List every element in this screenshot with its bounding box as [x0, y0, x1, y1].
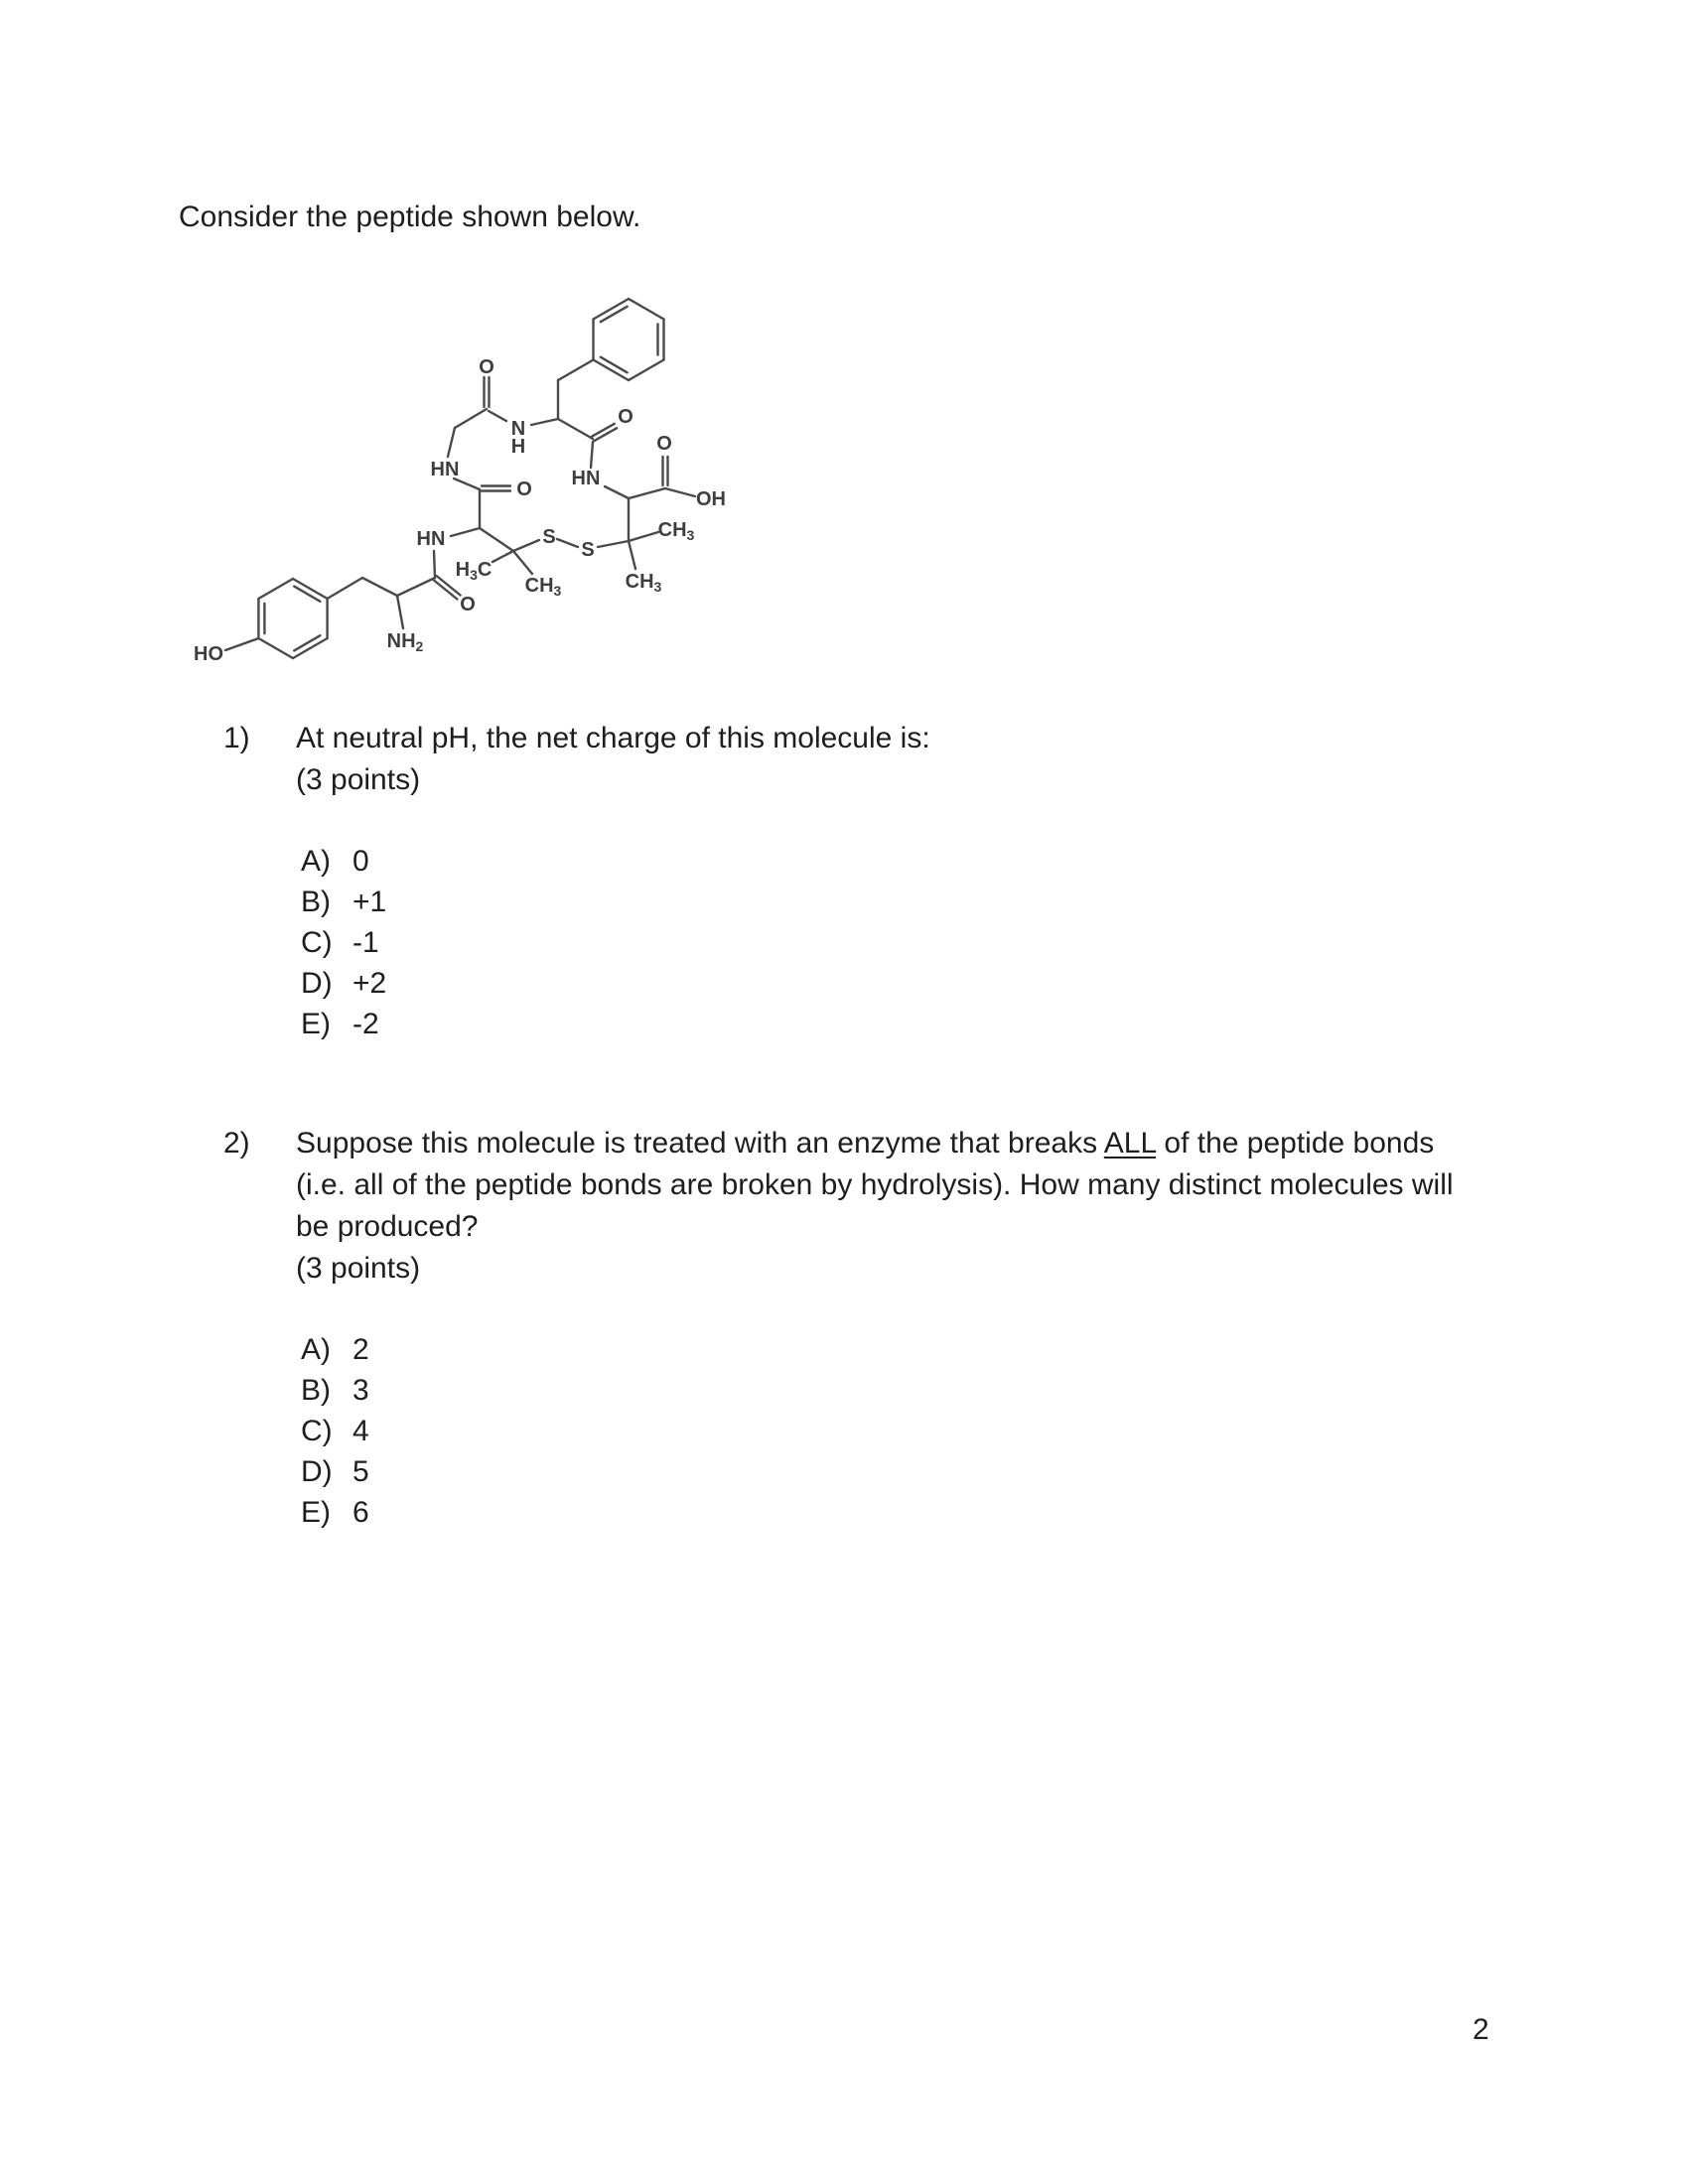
intro-text: Consider the peptide shown below.: [179, 201, 641, 233]
answer-option: [301, 1329, 1454, 1370]
atom-label-amide-N: N: [510, 418, 526, 440]
atom-label-acid-OH: OH: [696, 488, 726, 510]
answer-option-value: -2: [352, 1008, 379, 1040]
answer-option-label: A): [301, 845, 331, 878]
answer-option-label: B): [301, 886, 331, 918]
question-text-line: be produced?: [296, 1210, 479, 1243]
answer-option-value: -1: [352, 926, 379, 959]
answer-option-value: +2: [352, 967, 387, 1000]
answer-option: [301, 882, 930, 922]
peptide-structure-drawing: [139, 250, 735, 687]
question-1-options: [301, 841, 930, 1044]
answer-option-value: 2: [352, 1333, 369, 1366]
question-2-text: [296, 1123, 1454, 1290]
atom-label-carbonyl-O-tyr: O: [460, 594, 476, 615]
atom-label-acid-O: O: [656, 433, 672, 455]
question-text-line: Suppose this molecule is treated with an enzyme that breaks ALL of the peptide bonds: [296, 1127, 1435, 1160]
answer-option-value: 5: [352, 1455, 369, 1488]
question-1-text: [296, 718, 930, 801]
atom-label-methyl-H3C: $H_3C$: [455, 559, 492, 583]
question-1-block: [223, 718, 930, 1044]
answer-option-label: D): [301, 1455, 333, 1488]
answer-option: [301, 1492, 1454, 1533]
answer-option-value: 6: [352, 1496, 369, 1529]
atom-labels: [194, 356, 726, 665]
atom-label-methyl-CH3-a: $CH_3$: [524, 575, 562, 599]
answer-option-label: E): [301, 1008, 331, 1040]
answer-option-label: B): [301, 1374, 331, 1407]
atom-label-amide-HN-3: HN: [571, 468, 601, 489]
answer-option-label: E): [301, 1496, 331, 1529]
atom-label-sulfur-S2: S: [581, 539, 595, 561]
question-2-options: [301, 1329, 1454, 1533]
answer-option-label: A): [301, 1333, 331, 1366]
question-1-body: [296, 718, 930, 1044]
answer-option-label: C): [301, 926, 333, 959]
answer-option: [301, 963, 930, 1004]
question-2-number: 2): [223, 1127, 250, 1160]
question-text-line: (i.e. all of the peptide bonds are broken by hydrolysis). How many distinct molecules will: [296, 1168, 1454, 1201]
atom-label-amide-H: H: [510, 436, 526, 458]
atom-label-carbonyl-O-phe: O: [618, 406, 633, 428]
question-2-body: [296, 1123, 1454, 1533]
question-text-line: At neutral pH, the net charge of this molecule is:: [296, 722, 930, 754]
question-2-block: [223, 1123, 1454, 1533]
atom-label-amine-NH2: $NH_2$: [386, 630, 424, 654]
answer-option: [301, 1004, 930, 1044]
answer-option-value: 3: [352, 1374, 369, 1407]
atom-label-amide-HN-1: HN: [430, 459, 460, 480]
atom-label-carbonyl-O-gly: O: [479, 356, 494, 378]
question-1-number: 1): [223, 722, 250, 754]
atom-label-sulfur-S1: S: [542, 526, 556, 548]
answer-option: [301, 1411, 1454, 1451]
answer-option: [301, 922, 930, 963]
atom-label-methyl-CH3-b: $CH_3$: [657, 519, 695, 543]
answer-option-value: +1: [352, 886, 387, 918]
answer-option-label: C): [301, 1415, 333, 1447]
answer-option-label: D): [301, 967, 333, 1000]
peptide-structure: [139, 250, 735, 687]
atom-label-carbonyl-O-pen1: O: [516, 478, 532, 500]
atom-label-amide-HN-2: HN: [416, 528, 446, 550]
atom-label-methyl-CH3-c: $CH_3$: [625, 571, 662, 595]
page-number: 2: [1473, 2013, 1489, 2046]
question-text-line: (3 points): [296, 1252, 421, 1285]
answer-option-value: 0: [352, 845, 369, 878]
atom-label-phenol-HO: HO: [194, 643, 223, 665]
answer-option: [301, 1451, 1454, 1492]
answer-option: [301, 841, 930, 882]
answer-option: [301, 1370, 1454, 1411]
answer-option-value: 4: [352, 1415, 369, 1447]
question-text-line: (3 points): [296, 763, 421, 796]
